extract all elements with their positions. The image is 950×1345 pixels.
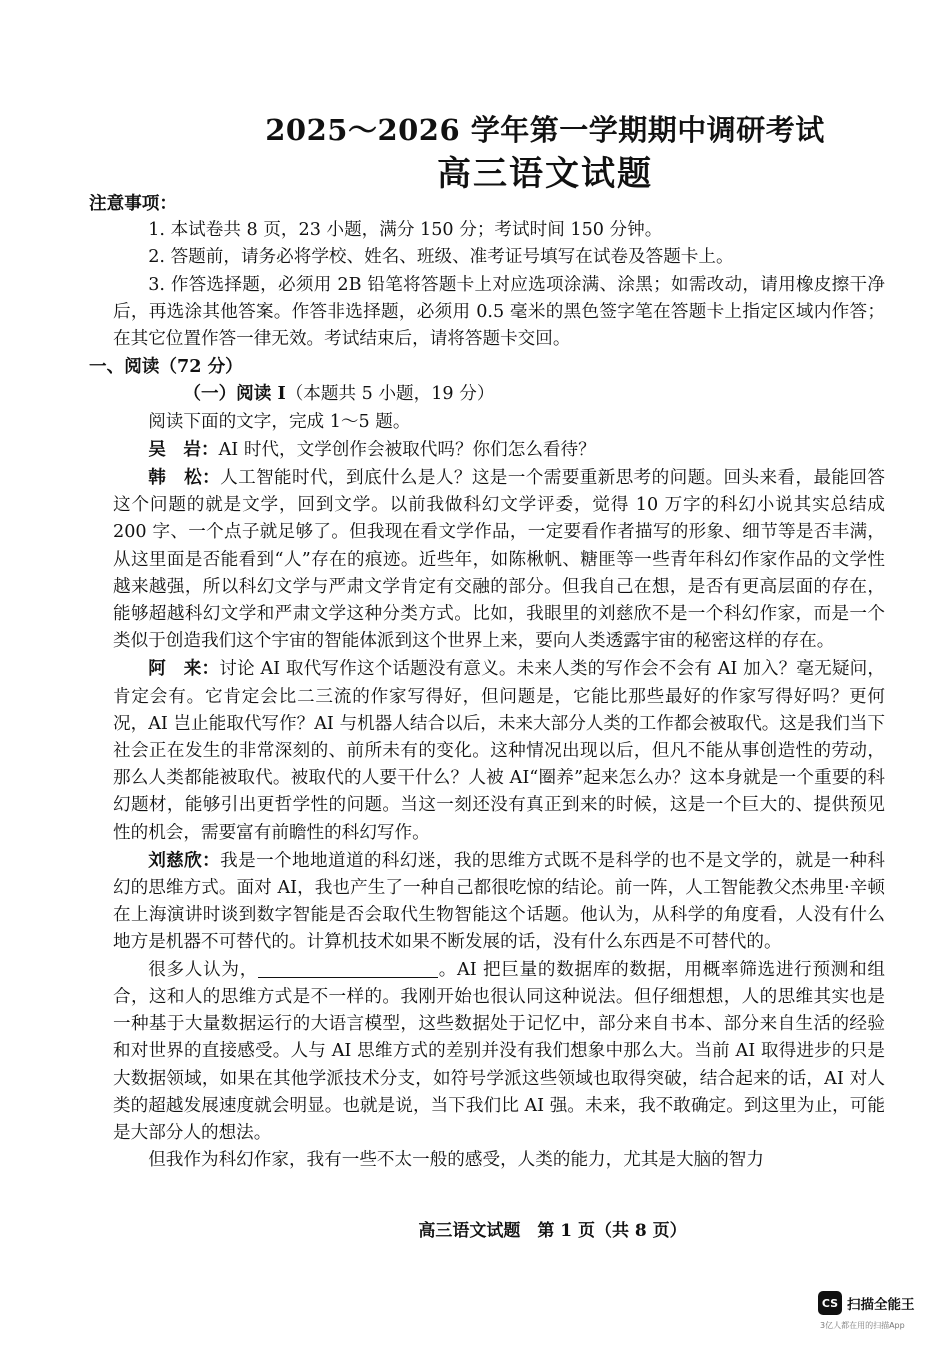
passage-paragraph — [113, 436, 885, 464]
exam-body — [89, 190, 885, 1174]
speaker-text: 我是一个地地道道的科幻迷，我的思维方式既不是科学的也不是文学的，就是一种科幻的思维方式。面对 AI，我也产生了一种自己都很吃惊的结论。前一阵，人工智能教父杰弗里·辛顿在上海演讲时谈到数字智能是否会取代生物智能这个话题。他认为，从科学的角度看，人没有什么地方是机器不可替代的。计算机技术如果不断发展的话，没有什么东西是不可替代的。 — [113, 850, 885, 953]
passage-paragraph — [113, 847, 885, 957]
speaker-text: AI 时代，文学创作会被取代吗？你们怎么看待？ — [218, 439, 596, 460]
subsection-info: （本题共 5 小题，19 分） — [285, 384, 495, 405]
fill-in-blank — [258, 959, 438, 978]
notice-heading: 注意事项： — [89, 193, 177, 214]
camscanner-logo-icon: CS — [818, 1291, 842, 1315]
passage-paragraph — [113, 655, 885, 846]
passage-paragraph: 但我作为科幻作家，我有一些不太一般的感受，人类的能力，尤其是大脑的智力 — [148, 1150, 764, 1171]
exam-subject-title: 高三语文试题 — [437, 154, 653, 194]
notice-item: 1. 本试卷共 8 页，23 小题，满分 150 分；考试时间 150 分钟。 — [148, 220, 663, 241]
section-heading: 一、阅读（72 分） — [89, 356, 243, 378]
paragraph-rest: 。AI 把巨量的数据库的数据，用概率筛选进行预测和组合，这和人的思维方式是不一样的。我刚开始也很认同这种说法。但仔细想想，人的思维其实也是一种基于大量数据运行的大语言模型，这些数据处于记忆中，部分来自书本、部分来自生活的经验和对世界的直接感受。人与 AI 思维方式的差别并没有我们想象中那么大。当前 AI 取得进步的只是大数据领域，如果在其他学派技术分支，如符号学派这些领域也取得突破，结合起来的话，AI 对人类的超越发展速度就会明显。也就是说，当下我们比 AI 强。未来，我不敢确定。到这里为止，可能是大部分人的想法。 — [113, 959, 885, 1143]
reading-instruction: 阅读下面的文字，完成 1～5 题。 — [148, 411, 411, 432]
speaker-text: 讨论 AI 取代写作这个话题没有意义。未来人类的写作会不会有 AI 加入？毫无疑问，肯定会有。它肯定会比二三流的作家写得好，但问题是，它能比那些最好的作家写得好吗？更何况，AI 岂止能取代写作？AI 与机器人结合以后，未来大部分人类的工作都会被取代。这是我们当下社会正在发生的非常深刻的、前所未有的变化。这种情况出现以后，但凡不能从事创造性的劳动，那么人类都能被取代。被取代的人要干什么？人被 AI“圈养”起来怎么办？这本身就是一个重要的科幻题材，能够引出更哲学性的问题。当这一刻还没有真正到来的时候，这是一个巨大的、提供预见性的机会，需要富有前瞻性的科幻写作。 — [113, 659, 885, 843]
speaker-name: 韩 松： — [148, 467, 221, 489]
page-footer: 高三语文试题 第 1 页（共 8 页） — [418, 1221, 687, 1241]
paragraph-lead: 很多人认为， — [148, 959, 259, 980]
scanner-tagline: 3亿人都在用的扫描App — [820, 1321, 905, 1330]
exam-title: 2025～2026 学年第一学期期中调研考试 — [265, 113, 825, 147]
speaker-name: 吴 岩： — [148, 438, 219, 460]
scanner-app-name: 扫描全能王 — [847, 1297, 915, 1313]
passage-paragraph — [113, 957, 885, 1147]
notice-item: 3. 作答选择题，必须用 2B 铅笔将答题卡上对应选项涂满、涂黑；如需改动，请用橡皮擦干净后，再选涂其他答案。作答非选择题，必须用 0.5 毫米的黑色签字笔在答题卡上指定区域内作答；在其它位置作答一律无效。考试结束后，请将答题卡交回。 — [113, 274, 885, 350]
subsection-label: （一）阅读 Ⅰ — [183, 383, 286, 405]
notice-item: 2. 答题前，请务必将学校、姓名、班级、准考证号填写在试卷及答题卡上。 — [148, 247, 734, 268]
passage-paragraph — [113, 464, 885, 655]
scanner-watermark — [818, 1291, 915, 1315]
subsection-heading — [113, 380, 885, 408]
speaker-name: 刘慈欣： — [148, 849, 221, 871]
speaker-text: 人工智能时代，到底什么是人？这是一个需要重新思考的问题。回头来看，最能回答这个问题的就是文学，回到文学。以前我做科幻文学评委，觉得 10 万字的科幻小说其实总结成 200 字、一个点子就足够了。但我现在看文学作品，一定要看作者描写的形象、细节等是否丰满，从这里面是否能看到“人”存在的痕迹。近些年，如陈楸帆、糖匪等一些青年科幻作家作品的文学性越来越强，所以科幻文学与严肃文学肯定有交融的部分。但我自己在想，是否有更高层面的存在，能够超越科幻文学和严肃文学这种分类方式。比如，我眼里的刘慈欣不是一个科幻作家，而是一个类似于创造我们这个宇宙的智能体派到这个世界上来，要向人类透露宇宙的秘密这样的存在。 — [113, 468, 885, 652]
speaker-name: 阿 来： — [148, 658, 220, 680]
